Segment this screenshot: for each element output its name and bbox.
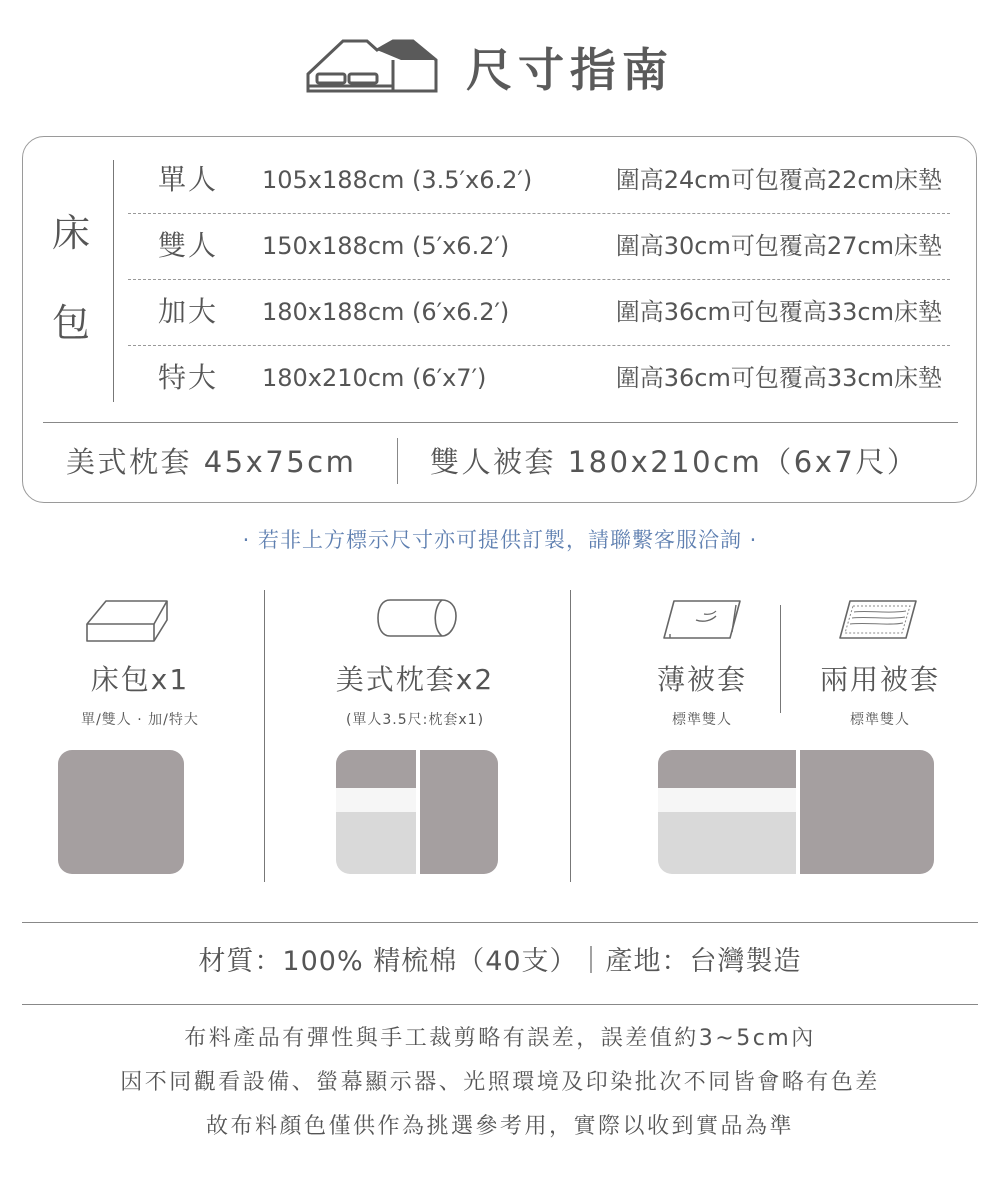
thin-duvet-subtitle: 標準雙人: [672, 712, 732, 728]
dual-duvet-title: 兩用被套: [819, 663, 940, 696]
swatch-stripe: [336, 788, 416, 812]
thin-duvet-title: 薄被套: [656, 663, 747, 696]
quilted-duvet-icon: [838, 598, 918, 642]
size-name: 加大: [158, 295, 219, 328]
disclaimer-line: 故布料顏色僅供作為挑選參考用，實際以收到實品為準: [205, 1114, 794, 1139]
pillowcase-size: 美式枕套 45x75cm: [66, 445, 357, 479]
duvet-swatch: [658, 750, 934, 874]
size-note: 圍高24cm可包覆高22cm床墊: [615, 166, 942, 194]
page-title: 尺寸指南: [466, 43, 674, 97]
size-row-queen: [128, 279, 950, 345]
fitted-sheet-icon: [84, 598, 170, 644]
size-dimension: 180x188cm (6′x6.2′): [262, 298, 510, 326]
size-note: 圍高36cm可包覆高33cm床墊: [615, 298, 942, 326]
divider: [43, 422, 958, 423]
dual-duvet-subtitle: 標準雙人: [850, 712, 910, 728]
swatch-panel-dark: [420, 750, 498, 874]
disclaimer-line: 因不同觀看設備、螢幕顯示器、光照環境及印染批次不同皆會略有色差: [120, 1070, 880, 1095]
size-row-double: [128, 213, 950, 279]
divider: [113, 160, 114, 402]
swatch-panel-dark: [800, 750, 934, 874]
divider: [22, 922, 978, 923]
size-dimension: 150x188cm (5′x6.2′): [262, 232, 510, 260]
pillow-icon: [376, 598, 458, 638]
fitted-sheet-label-char-2: 包: [52, 301, 91, 345]
swatch-panel-light: [336, 812, 416, 874]
material-origin: 材質：100% 精梳棉（40支）｜產地：台灣製造: [198, 946, 802, 977]
bed-house-icon: [305, 36, 439, 94]
size-name: 單人: [158, 163, 219, 196]
size-dimension: 180x210cm (6′x7′): [262, 364, 487, 392]
custom-order-note: · 若非上方標示尺寸亦可提供訂製，請聯繫客服洽詢 ·: [242, 528, 758, 552]
fitted-sheet-label-char-1: 床: [52, 211, 91, 255]
swatch-panel-dark: [658, 750, 796, 788]
divider: [264, 590, 265, 882]
divider: [397, 438, 398, 484]
pillowcase-swatch: [336, 750, 498, 874]
swatch-panel-light: [658, 812, 796, 874]
fitted-sheet-subtitle: 單/雙人 · 加/特大: [81, 712, 199, 728]
divider: [570, 590, 571, 882]
divider: [22, 1004, 978, 1005]
size-row-single: [128, 147, 950, 213]
disclaimer-line: 布料產品有彈性與手工裁剪略有誤差，誤差值約3~5cm內: [184, 1026, 816, 1051]
pillowcase-subtitle: (單人3.5尺:枕套x1): [345, 712, 485, 728]
size-note: 圍高36cm可包覆高33cm床墊: [615, 364, 942, 392]
size-row-king: [128, 345, 950, 411]
swatch-stripe: [658, 788, 796, 812]
size-note: 圍高30cm可包覆高27cm床墊: [615, 232, 942, 260]
size-name: 特大: [158, 361, 219, 394]
duvet-size: 雙人被套 180x210cm（6x7尺）: [430, 445, 919, 479]
swatch-panel-dark: [336, 750, 416, 788]
size-dimension: 105x188cm (3.5′x6.2′): [262, 166, 533, 194]
size-name: 雙人: [158, 229, 219, 262]
fitted-sheet-swatch: [58, 750, 184, 874]
fitted-sheet-title: 床包x1: [90, 663, 190, 696]
pillowcase-title: 美式枕套x2: [335, 663, 495, 696]
thin-duvet-icon: [662, 598, 742, 642]
